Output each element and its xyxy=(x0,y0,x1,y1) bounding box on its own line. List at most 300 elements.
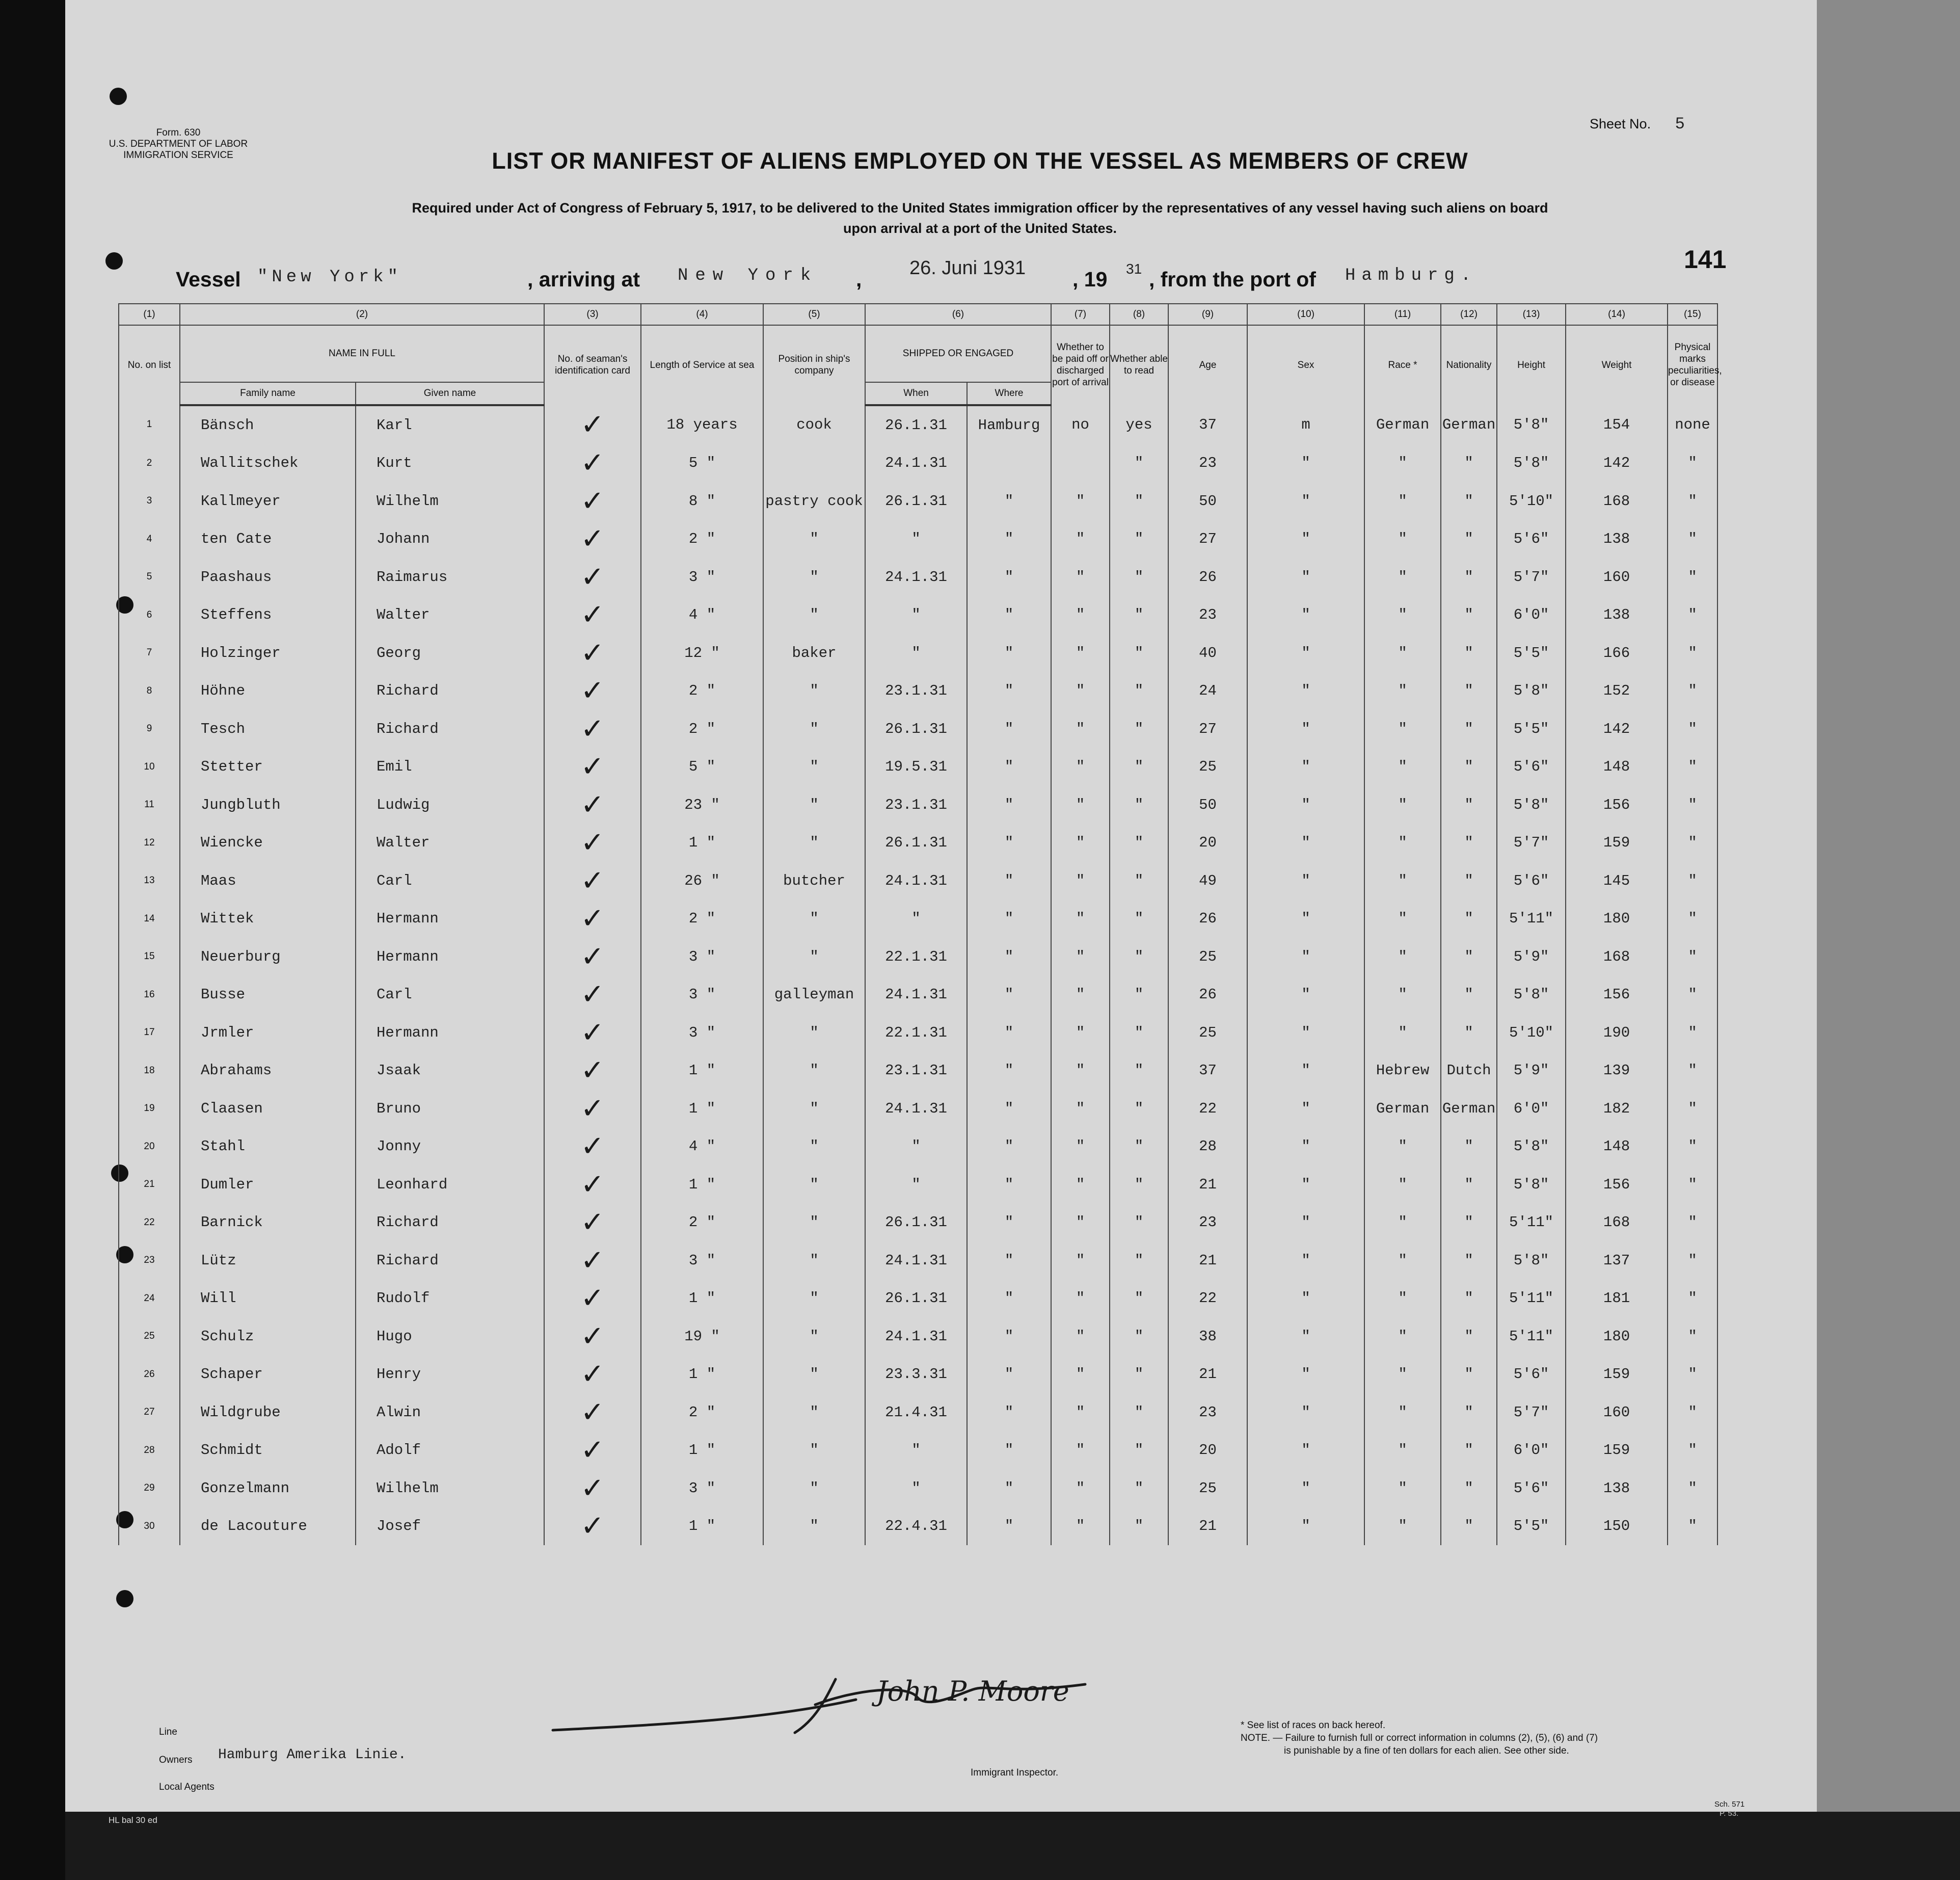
inspector-label: Immigrant Inspector. xyxy=(971,1767,1059,1778)
p-code: P. 53. xyxy=(1720,1809,1739,1818)
page-edge-shadow xyxy=(1817,0,1960,1812)
owners-value: Hamburg Amerika Linie. xyxy=(218,1747,407,1763)
age: 26 xyxy=(1168,900,1247,938)
weight: 180 xyxy=(1566,900,1668,938)
length-of-service: 8 " xyxy=(641,482,763,520)
able-to-read: " xyxy=(1110,976,1168,1014)
age: 21 xyxy=(1168,1507,1247,1546)
weight: 190 xyxy=(1566,1014,1668,1052)
physical-marks: " xyxy=(1668,824,1717,862)
paid-off: " xyxy=(1051,938,1110,976)
position: " xyxy=(763,1052,865,1090)
family-name: Tesch xyxy=(180,710,356,748)
family-name: Höhne xyxy=(180,672,356,710)
height: 5'6" xyxy=(1497,748,1566,786)
id-card-check xyxy=(544,558,641,596)
punch-hole xyxy=(110,88,127,105)
shipped-where: " xyxy=(967,1166,1051,1204)
check-mark-icon: ✓ xyxy=(580,1510,605,1543)
check-mark-icon: ✓ xyxy=(580,864,605,897)
weight: 168 xyxy=(1566,938,1668,976)
race: " xyxy=(1364,1356,1441,1394)
shipped-when: 21.4.31 xyxy=(865,1393,967,1432)
able-to-read: " xyxy=(1110,482,1168,520)
header-race: Race * xyxy=(1364,325,1441,405)
col-number: (3) xyxy=(544,304,641,325)
nationality: " xyxy=(1441,1014,1497,1052)
shipped-where: " xyxy=(967,1014,1051,1052)
height: 5'7" xyxy=(1497,824,1566,862)
shipped-when: 19.5.31 xyxy=(865,748,967,786)
header-physical-marks: Physical marks peculiarities, or disease xyxy=(1668,325,1717,405)
nationality: " xyxy=(1441,1356,1497,1394)
family-name: Busse xyxy=(180,976,356,1014)
header-weight: Weight xyxy=(1566,325,1668,405)
id-card-check xyxy=(544,596,641,634)
length-of-service: 12 " xyxy=(641,634,763,672)
nationality: German xyxy=(1441,405,1497,444)
length-of-service: 23 " xyxy=(641,786,763,824)
shipped-when: 22.1.31 xyxy=(865,1014,967,1052)
length-of-service: 5 " xyxy=(641,748,763,786)
age: 20 xyxy=(1168,824,1247,862)
given-name: Henry xyxy=(356,1356,544,1394)
length-of-service: 1 " xyxy=(641,1166,763,1204)
shipped-when: " xyxy=(865,634,967,672)
height: 5'11" xyxy=(1497,1317,1566,1356)
check-mark-icon: ✓ xyxy=(580,1243,605,1277)
able-to-read: " xyxy=(1110,558,1168,596)
position: " xyxy=(763,1432,865,1470)
given-name: Richard xyxy=(356,1204,544,1242)
row-number: 2 xyxy=(119,444,180,483)
position: " xyxy=(763,1507,865,1546)
able-to-read: " xyxy=(1110,710,1168,748)
shipped-where: " xyxy=(967,672,1051,710)
nationality: " xyxy=(1441,1469,1497,1507)
nationality: " xyxy=(1441,444,1497,483)
given-name: Alwin xyxy=(356,1393,544,1432)
shipped-when: 24.1.31 xyxy=(865,1317,967,1356)
family-name: de Lacouture xyxy=(180,1507,356,1546)
check-mark-icon: ✓ xyxy=(580,674,605,708)
paid-off: " xyxy=(1051,824,1110,862)
row-number: 16 xyxy=(119,976,180,1014)
race: " xyxy=(1364,672,1441,710)
given-name: Richard xyxy=(356,672,544,710)
shipped-when: 26.1.31 xyxy=(865,710,967,748)
nationality: " xyxy=(1441,976,1497,1014)
header-age: Age xyxy=(1168,325,1247,405)
shipped-where: " xyxy=(967,1280,1051,1318)
able-to-read: " xyxy=(1110,1166,1168,1204)
inspector-signature xyxy=(550,1669,1090,1740)
race: " xyxy=(1364,1204,1441,1242)
family-name: Schaper xyxy=(180,1356,356,1394)
given-name: Wilhelm xyxy=(356,1469,544,1507)
weight: 156 xyxy=(1566,1166,1668,1204)
id-card-check xyxy=(544,1507,641,1546)
col-number: (13) xyxy=(1497,304,1566,325)
age: 25 xyxy=(1168,748,1247,786)
col-number: (1) xyxy=(119,304,180,325)
height: 5'8" xyxy=(1497,786,1566,824)
age: 20 xyxy=(1168,1432,1247,1470)
row-number: 4 xyxy=(119,520,180,559)
shipped-where: " xyxy=(967,1507,1051,1546)
physical-marks: " xyxy=(1668,1432,1717,1470)
from-label: , from the port of xyxy=(1149,268,1316,291)
header-name-in-full: NAME IN FULL xyxy=(180,325,544,382)
given-name: Emil xyxy=(356,748,544,786)
shipped-when: " xyxy=(865,1128,967,1166)
able-to-read: " xyxy=(1110,1241,1168,1280)
header-id-card: No. of seaman's identification card xyxy=(544,325,641,405)
id-card-check xyxy=(544,1241,641,1280)
length-of-service: 4 " xyxy=(641,1128,763,1166)
shipped-where: " xyxy=(967,482,1051,520)
physical-marks: " xyxy=(1668,1241,1717,1280)
race: " xyxy=(1364,862,1441,900)
race: " xyxy=(1364,938,1441,976)
race: " xyxy=(1364,748,1441,786)
table-row xyxy=(119,1204,1717,1242)
nationality: " xyxy=(1441,938,1497,976)
shipped-when: 26.1.31 xyxy=(865,482,967,520)
comma: , xyxy=(856,268,862,291)
length-of-service: 1 " xyxy=(641,1090,763,1128)
year-value: 31 xyxy=(1126,261,1142,277)
race: " xyxy=(1364,1166,1441,1204)
sex: " xyxy=(1247,1204,1364,1242)
position: " xyxy=(763,1128,865,1166)
id-card-check xyxy=(544,1052,641,1090)
family-name: Stetter xyxy=(180,748,356,786)
height: 5'8" xyxy=(1497,405,1566,444)
given-name: Jonny xyxy=(356,1128,544,1166)
weight: 160 xyxy=(1566,1393,1668,1432)
weight: 181 xyxy=(1566,1280,1668,1318)
table-row xyxy=(119,405,1717,444)
table-row xyxy=(119,976,1717,1014)
sex: " xyxy=(1247,900,1364,938)
position: " xyxy=(763,748,865,786)
age: 22 xyxy=(1168,1090,1247,1128)
paid-off: " xyxy=(1051,1166,1110,1204)
age: 21 xyxy=(1168,1241,1247,1280)
weight: 159 xyxy=(1566,1432,1668,1470)
position: " xyxy=(763,1280,865,1318)
physical-marks: " xyxy=(1668,1052,1717,1090)
shipped-where: " xyxy=(967,748,1051,786)
shipped-where: " xyxy=(967,1128,1051,1166)
id-card-check xyxy=(544,710,641,748)
race: " xyxy=(1364,786,1441,824)
age: 25 xyxy=(1168,1014,1247,1052)
id-card-check xyxy=(544,1432,641,1470)
row-number: 18 xyxy=(119,1052,180,1090)
shipped-when: 23.1.31 xyxy=(865,1052,967,1090)
family-name: Wittek xyxy=(180,900,356,938)
length-of-service: 2 " xyxy=(641,1204,763,1242)
sheet-number xyxy=(1590,115,1685,134)
given-name: Walter xyxy=(356,824,544,862)
paid-off: " xyxy=(1051,520,1110,559)
check-mark-icon: ✓ xyxy=(580,1168,605,1201)
able-to-read: " xyxy=(1110,1393,1168,1432)
length-of-service: 1 " xyxy=(641,1356,763,1394)
paid-off: " xyxy=(1051,976,1110,1014)
able-to-read: " xyxy=(1110,444,1168,483)
sex: " xyxy=(1247,482,1364,520)
weight: 159 xyxy=(1566,824,1668,862)
row-number: 20 xyxy=(119,1128,180,1166)
shipped-when: " xyxy=(865,1469,967,1507)
arrival-port: New York xyxy=(678,266,818,285)
table-row xyxy=(119,444,1717,483)
row-number: 27 xyxy=(119,1393,180,1432)
nationality: " xyxy=(1441,1393,1497,1432)
nationality: German xyxy=(1441,1090,1497,1128)
header-given-name: Given name xyxy=(356,382,544,405)
check-mark-icon: ✓ xyxy=(580,902,605,936)
check-mark-icon: ✓ xyxy=(580,1054,605,1088)
age: 23 xyxy=(1168,596,1247,634)
family-name: Will xyxy=(180,1280,356,1318)
race: German xyxy=(1364,405,1441,444)
position: cook xyxy=(763,405,865,444)
paid-off: " xyxy=(1051,596,1110,634)
age: 21 xyxy=(1168,1166,1247,1204)
nationality: " xyxy=(1441,900,1497,938)
shipped-when: 23.3.31 xyxy=(865,1356,967,1394)
sex: " xyxy=(1247,710,1364,748)
check-mark-icon: ✓ xyxy=(580,1319,605,1353)
given-name: Richard xyxy=(356,710,544,748)
sex: " xyxy=(1247,520,1364,559)
height: 5'11" xyxy=(1497,900,1566,938)
age: 26 xyxy=(1168,976,1247,1014)
length-of-service: 1 " xyxy=(641,824,763,862)
paid-off: " xyxy=(1051,1090,1110,1128)
nationality: Dutch xyxy=(1441,1052,1497,1090)
table-row xyxy=(119,1128,1717,1166)
given-name: Johann xyxy=(356,520,544,559)
family-name: Gonzelmann xyxy=(180,1469,356,1507)
id-card-check xyxy=(544,1280,641,1318)
height: 5'6" xyxy=(1497,1469,1566,1507)
able-to-read: " xyxy=(1110,824,1168,862)
paid-off: " xyxy=(1051,1014,1110,1052)
row-number: 3 xyxy=(119,482,180,520)
position xyxy=(763,444,865,483)
table-row xyxy=(119,520,1717,559)
able-to-read: " xyxy=(1110,672,1168,710)
table-row xyxy=(119,558,1717,596)
check-mark-icon: ✓ xyxy=(580,1434,605,1467)
length-of-service: 2 " xyxy=(641,710,763,748)
col-number: (8) xyxy=(1110,304,1168,325)
sex: " xyxy=(1247,1507,1364,1546)
shipped-where: " xyxy=(967,976,1051,1014)
given-name: Bruno xyxy=(356,1090,544,1128)
local-agents-label: Local Agents xyxy=(159,1782,214,1792)
age: 49 xyxy=(1168,862,1247,900)
given-name: Hermann xyxy=(356,900,544,938)
race: " xyxy=(1364,444,1441,483)
header-nationality: Nationality xyxy=(1441,325,1497,405)
row-number: 7 xyxy=(119,634,180,672)
height: 5'10" xyxy=(1497,482,1566,520)
given-name: Georg xyxy=(356,634,544,672)
shipped-where: " xyxy=(967,1204,1051,1242)
id-card-check xyxy=(544,1317,641,1356)
race: " xyxy=(1364,1393,1441,1432)
race: " xyxy=(1364,824,1441,862)
weight: 137 xyxy=(1566,1241,1668,1280)
height: 5'8" xyxy=(1497,1241,1566,1280)
age: 24 xyxy=(1168,672,1247,710)
sex: " xyxy=(1247,1432,1364,1470)
physical-marks: " xyxy=(1668,1317,1717,1356)
age: 25 xyxy=(1168,1469,1247,1507)
table-row xyxy=(119,1317,1717,1356)
paid-off: " xyxy=(1051,1469,1110,1507)
sex: m xyxy=(1247,405,1364,444)
position: " xyxy=(763,938,865,976)
length-of-service: 26 " xyxy=(641,862,763,900)
row-number: 26 xyxy=(119,1356,180,1394)
family-name: Maas xyxy=(180,862,356,900)
length-of-service: 19 " xyxy=(641,1317,763,1356)
able-to-read: " xyxy=(1110,1356,1168,1394)
age: 50 xyxy=(1168,482,1247,520)
given-name: Walter xyxy=(356,596,544,634)
row-number: 21 xyxy=(119,1166,180,1204)
height: 5'11" xyxy=(1497,1204,1566,1242)
family-name: Lütz xyxy=(180,1241,356,1280)
family-name: Kallmeyer xyxy=(180,482,356,520)
weight: 138 xyxy=(1566,520,1668,559)
physical-marks: " xyxy=(1668,1014,1717,1052)
weight: 159 xyxy=(1566,1356,1668,1394)
nationality: " xyxy=(1441,558,1497,596)
age: 27 xyxy=(1168,710,1247,748)
physical-marks: " xyxy=(1668,1469,1717,1507)
id-card-check xyxy=(544,405,641,444)
weight: 160 xyxy=(1566,558,1668,596)
physical-marks: " xyxy=(1668,634,1717,672)
id-card-check xyxy=(544,1128,641,1166)
vessel-name: "New York" xyxy=(257,268,402,287)
family-name: Holzinger xyxy=(180,634,356,672)
able-to-read: " xyxy=(1110,900,1168,938)
family-name: Steffens xyxy=(180,596,356,634)
row-number: 13 xyxy=(119,862,180,900)
height: 5'8" xyxy=(1497,672,1566,710)
id-card-check xyxy=(544,1469,641,1507)
position: " xyxy=(763,558,865,596)
position: " xyxy=(763,596,865,634)
length-of-service: 2 " xyxy=(641,1393,763,1432)
length-of-service: 3 " xyxy=(641,1014,763,1052)
length-of-service: 3 " xyxy=(641,1469,763,1507)
shipped-where: " xyxy=(967,862,1051,900)
family-name: Bänsch xyxy=(180,405,356,444)
age: 37 xyxy=(1168,1052,1247,1090)
family-name: Jrmler xyxy=(180,1014,356,1052)
id-card-check xyxy=(544,1166,641,1204)
header-when: When xyxy=(865,382,967,405)
sch-code: Sch. 571 xyxy=(1714,1800,1745,1809)
row-number: 10 xyxy=(119,748,180,786)
age: 26 xyxy=(1168,558,1247,596)
sex: " xyxy=(1247,976,1364,1014)
header-family-name: Family name xyxy=(180,382,356,405)
shipped-when: 26.1.31 xyxy=(865,1280,967,1318)
check-mark-icon: ✓ xyxy=(580,1130,605,1163)
position: " xyxy=(763,520,865,559)
penalty-note-cont: is punishable by a fine of ten dollars for each alien. See other side. xyxy=(1284,1745,1569,1756)
check-mark-icon: ✓ xyxy=(580,522,605,556)
shipped-when: 24.1.31 xyxy=(865,444,967,483)
height: 5'8" xyxy=(1497,444,1566,483)
header-length-service: Length of Service at sea xyxy=(641,325,763,405)
header-shipped: SHIPPED OR ENGAGED xyxy=(865,325,1051,382)
length-of-service: 3 " xyxy=(641,976,763,1014)
print-code: HL bal 30 ed xyxy=(109,1815,157,1825)
shipped-where: " xyxy=(967,558,1051,596)
weight: 138 xyxy=(1566,1469,1668,1507)
shipped-where: " xyxy=(967,1432,1051,1470)
age: 23 xyxy=(1168,1204,1247,1242)
position: " xyxy=(763,786,865,824)
position: " xyxy=(763,710,865,748)
row-number: 6 xyxy=(119,596,180,634)
position: " xyxy=(763,1204,865,1242)
weight: 145 xyxy=(1566,862,1668,900)
row-number: 9 xyxy=(119,710,180,748)
sheet-label: Sheet No. xyxy=(1590,116,1651,131)
paid-off: " xyxy=(1051,748,1110,786)
paid-off: " xyxy=(1051,672,1110,710)
height: 5'5" xyxy=(1497,710,1566,748)
position: " xyxy=(763,1241,865,1280)
age: 22 xyxy=(1168,1280,1247,1318)
paid-off: " xyxy=(1051,710,1110,748)
shipped-where: Hamburg xyxy=(967,405,1051,444)
header-height: Height xyxy=(1497,325,1566,405)
shipped-where xyxy=(967,444,1051,483)
col-number: (6) xyxy=(865,304,1051,325)
position: " xyxy=(763,1469,865,1507)
shipped-when: 24.1.31 xyxy=(865,862,967,900)
shipped-where: " xyxy=(967,786,1051,824)
nationality: " xyxy=(1441,1166,1497,1204)
able-to-read: " xyxy=(1110,1090,1168,1128)
paid-off: " xyxy=(1051,1241,1110,1280)
physical-marks: " xyxy=(1668,444,1717,483)
row-number: 17 xyxy=(119,1014,180,1052)
race: " xyxy=(1364,1507,1441,1546)
able-to-read: " xyxy=(1110,786,1168,824)
able-to-read: " xyxy=(1110,1204,1168,1242)
check-mark-icon: ✓ xyxy=(580,712,605,746)
row-number: 8 xyxy=(119,672,180,710)
shipped-where: " xyxy=(967,1052,1051,1090)
height: 5'8" xyxy=(1497,1128,1566,1166)
position: " xyxy=(763,1014,865,1052)
